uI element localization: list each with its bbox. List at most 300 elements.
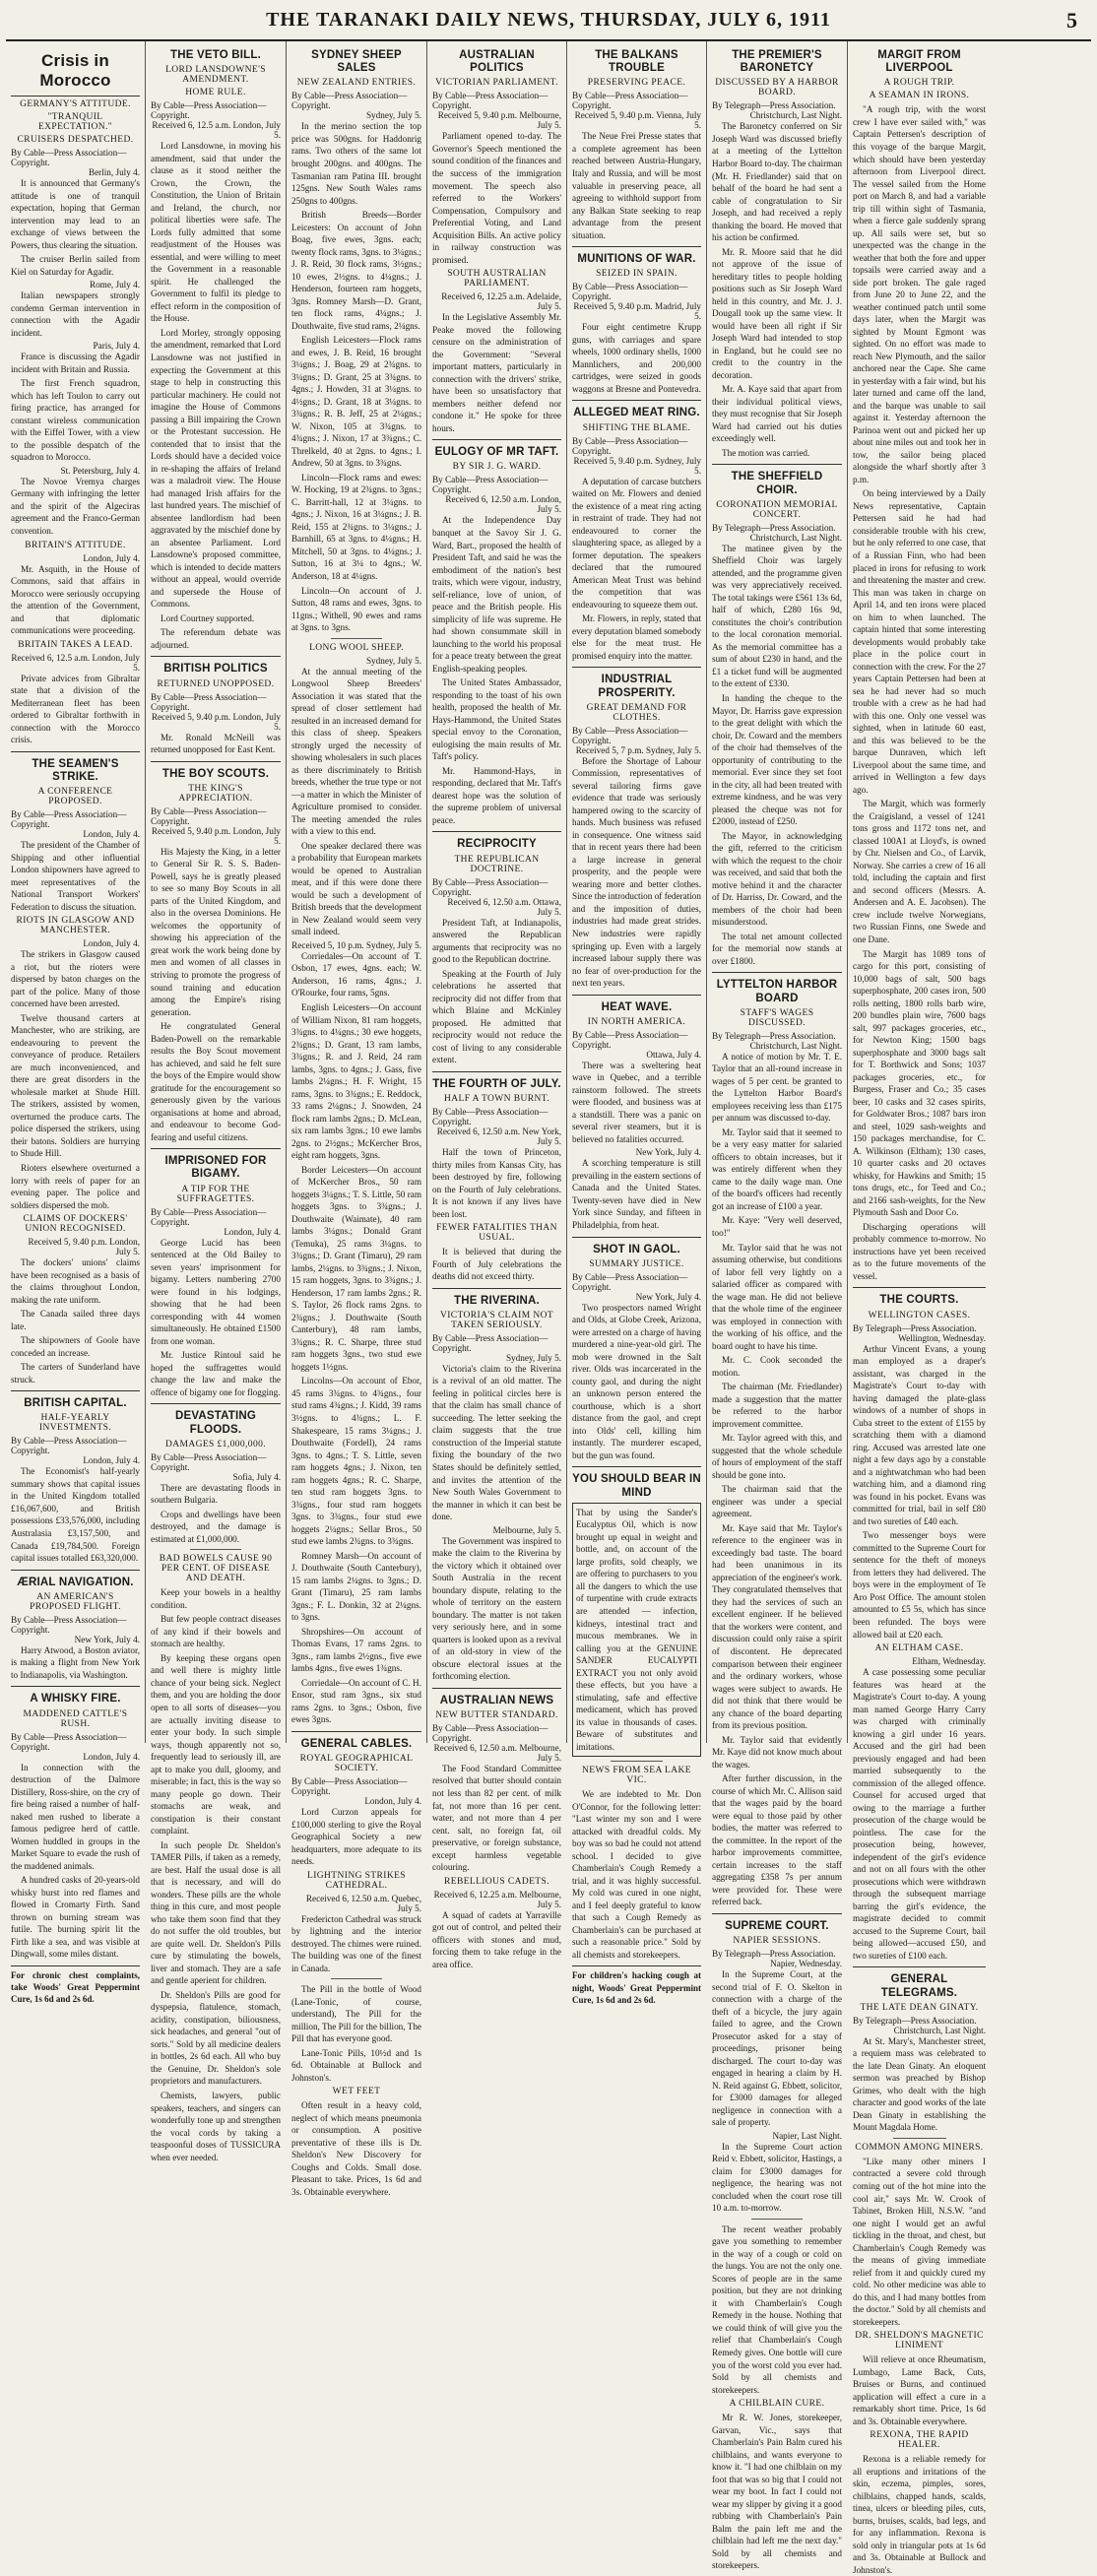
section-divider: [11, 751, 140, 752]
article-dateline: London, July 4.: [83, 1751, 140, 1762]
article-byline: By Cable—Press Association—Copyright.: [291, 91, 408, 111]
short-divider: [751, 2219, 804, 2220]
article-paragraph: Two messenger boys were committed to the Supreme Court for sentence for the theft of moneys from letters they had delivered. The boys were in the employment of Te Aro Post Office. The amount stolen amounted to £5 5s, which has since been refunded. The boys were allowed bail at £20 each.: [853, 1530, 986, 1640]
short-divider: [190, 1549, 242, 1550]
article-paragraph: George Lucid has been sentenced at the Old Bailey to seven years' imprisonment for bigamy. Letters numbering 2700 were found in his lodgings, showing that he had been corresponding with 44 women simultaneously. He obtained £1500 from one woman.: [151, 1237, 281, 1346]
advertisement-paragraph: For children's hacking cough at night, Woods' Great Peppermint Cure, 1s 6d and 2s 6d.: [572, 1970, 701, 2005]
article-byline: By Cable—Press Association—Copyright.: [432, 1107, 548, 1127]
article-paragraph: Mr. Asquith, in the House of Commons, said that affairs in Morocco were seriously occupying the attention of the Government, and that diplomatic communications were proceeding.: [11, 563, 140, 636]
article-paragraph: The strikers in Glasgow caused a riot, but the rioters were dispersed by baton charges on the part of the police. Many of those concerned have been arrested.: [11, 949, 140, 1009]
article-subheading: A TIP FOR THE SUFFRAGETTES.: [176, 1184, 255, 1204]
section-divider: [572, 667, 701, 668]
short-divider: [331, 1978, 383, 1979]
article-paragraph: A deputation of carcase butchers waited on Mr. Flowers and denied the existence of a meat ring acting in restraint of trade. They had not endeavoured to corner the slaughtering space, as alleged by a former deputation. The speakers declared that the rumoured American Meat Trust was behind the competition that was endeavouring to squeeze them out.: [572, 476, 701, 610]
article-paragraph: The total net amount collected for the memorial now stands at over £1800.: [712, 931, 842, 966]
article-paragraph: At St. Mary's, Manchester street, a requiem mass was celebrated to the late Dean Ginaty. An eloquent sermon was preached by Bishop Grimes, who dealt with the high character and good works of the late Dean Ginaty in establishing the Mount Magdala Home.: [853, 2035, 986, 2133]
article-paragraph: Mr R. W. Jones, storekeeper, Garvan, Vic., says that Chamberlain's Pain Balm cured his chilblains, and wants everyone to know it. "I had one chilblain on my foot that was so big that I could not wear my boot. In fact I could not wear my slipper by giving it a good rubbing with Chamberlain's Pain Balm the pain left me and the chilblain had left me the next day." Sold by all chemists and storekeepers.: [712, 2413, 842, 2571]
article-paragraph: Four eight centimetre Krupp guns, with carriages and spare wheels, 1000 ordinary shells, 1000 Mannlichers, and 200,000 cartridges, were seized in goods waggons at Bresne and Pontevedra.: [572, 322, 701, 394]
article-headline: AUSTRALIAN NEWS: [439, 1694, 554, 1707]
article-byline: By Cable—Press Association—Copyright.: [572, 1271, 688, 1292]
article-subheading: HALF A TOWN BURNT.: [444, 1094, 549, 1104]
article-paragraph: Two prospectors named Wright and Olds, at Globe Creek, Arizona, were arrested on a charge of having murdered a nine-year-old girl. The mob were drowned in the Salt river. Olds was incarcerated in the county gaol, and during the night an unknown person entered the courthouse, which is a short distance from the gaol, and crept into Olds' cell, killing him instantly. The murderer escaped, but the gun was found.: [572, 1302, 701, 1460]
article-subheading: CLAIMS OF DOCKERS' UNION RECOGNISED.: [23, 1214, 128, 1235]
article-subheading: HOME RULE.: [185, 88, 246, 98]
article-paragraph: Lord Curzon appeals for £100,000 sterling to give the Royal Geographical Society a new headquarters, more adequate to its needs.: [291, 1807, 421, 1867]
article-byline: By Cable—Press Association—Copyright.: [432, 1722, 548, 1743]
article-paragraph: Mr. Kaye said that Mr. Taylor's reference to the engineer was in exceedingly bad taste. The board had been unanimous in its appreciation of the engineer's work. They congratulated themselves that they had the services of such an excellent engineer. If he believed that the workers were content, and discussion could only raise a spirit of discontent. He deprecated comparison between their engineer and the ordinary workers, whose wages were subject to awards. He did not think that there would be any chance of the board departing from its previous position.: [712, 1522, 842, 1731]
section-headline: Crisis in Morocco: [39, 51, 111, 90]
article-headline: AUSTRALIAN POLITICS: [459, 49, 535, 75]
article-paragraph: The carters of Sunderland have struck.: [11, 1362, 140, 1385]
article-dateline: Sydney, July 5.: [365, 655, 421, 666]
article-paragraph: The Economist's half-yearly summary shows that capital issues in the United Kingdom totalled £16,067,600, and British possessions £33,576,000, including Australasia £3,157,500, and Canada £19,784,500. Foreign capital issues totalled £63,320,000.: [11, 1466, 140, 1564]
article-dateline: London, July 4.: [83, 1455, 140, 1466]
article-paragraph: Corriedales—On account of T. Osbon, 17 ewes, 4gns. each; W. Anderson, 16 rams, 4gns.; J. O'Rourke, four rams, 5gns.: [291, 950, 421, 998]
article-byline: By Telegraph—Press Association.: [712, 522, 836, 533]
article-subheading: LORD LANSDOWNE'S AMENDMENT.: [165, 65, 266, 86]
section-divider: [712, 1913, 842, 1914]
article-subheading: "TRANQUIL EXPECTATION.": [37, 112, 113, 133]
section-divider: [151, 1403, 281, 1404]
article-subheading: CORONATION MEMORIAL CONCERT.: [716, 499, 838, 520]
article-paragraph: The recent weather probably gave you something to remember in the way of a cough or cold on the lungs. You are not the only one. Scores of people are in the same position, but they are not drinking it with Chamberlain's Cough Remedy in the house. Nothing that we could think of will give you the relief that Chamberlain's Cough Remedy gives. One bottle will cure you of the worst cold you ever had. Sold by all chemists and storekeepers.: [712, 2223, 842, 2395]
article-subheading: NAPIER SESSIONS.: [733, 1936, 821, 1947]
article-dateline: Paris, July 4.: [93, 341, 140, 352]
article-dateline: Received 5, 9.40 p.m. Sydney, July 5.: [573, 455, 701, 476]
article-paragraph: The Baronetcy conferred on Sir Joseph Ward was discussed briefly at a meeting of the Lyttelton Harbor Board to-day. The chairman (Mr. H. Friedlander) said that on behalf of the board he had sent a cable of congratulation to Sir Joseph, and had received a reply thanking the board. He moved that his action be confirmed.: [712, 121, 842, 243]
section-divider: [572, 1466, 701, 1467]
article-paragraph: Mr. A. Kaye said that apart from their individual political views, they must recognise that Sir Joseph Ward had carried out his duties exceedingly well.: [712, 384, 842, 444]
section-divider: [11, 96, 140, 97]
article-subheading: A CHILBLAIN CURE.: [729, 2399, 825, 2410]
article-headline: IMPRISONED FOR BIGAMY.: [164, 1155, 267, 1181]
article-headline: THE SEAMEN'S STRIKE.: [32, 757, 119, 783]
article-paragraph: The Food Standard Committee resolved that butter should contain not less than 82 per cent. of milk fat, not more than 16 per cent. water, and not more than 4 per cent. salt, no foreign fat, oil preservative, or foreign substance, except harmless vegetable colouring.: [432, 1763, 561, 1873]
article-paragraph: A hundred casks of 20-years-old whisky burst into red flames and flowed in Cromarty Firth. Sand thrown on burning stream was futile. The burning spirit lit the Firth like a sea, and was visible at Dingwall, some miles distant.: [11, 1875, 140, 1960]
article-subheading: DR. SHELDON'S MAGNETIC LINIMENT: [855, 2331, 984, 2351]
column-3: [287, 41, 427, 2197]
article-subheading: RIOTS IN GLASGOW AND MANCHESTER.: [16, 916, 135, 936]
article-paragraph: Lord Morley, strongly opposing the amendment, remarked that Lord Lansdowne was not justified in expecting the Government at this stage to help in constructing this particular machinery. He could not imagine the House of Commons passing a Bill impairing the Crown or the Protestant succession. He contended that to insist that the Lords should have a decided voice in re-shaping the affairs of Ireland was a maladroit view. The House had managed Irish affairs for the last hundred years. The mischief of absentee landlordism had been aggravated by the mischief done by an absentee Parliament. Lord Lansdowne's proposed committee, which is intended to decide matters without an appeal, would override and supersede the House of Commons.: [151, 327, 281, 610]
article-headline: BRITISH POLITICS: [163, 663, 268, 676]
article-paragraph: Mr. R. Moore said that he did not approve of the issue of hereditary titles to people holding positions such as Sir Joseph Ward held in this country, and Mr. J. J. Dougall took up the same view. It would have been all right if Sir Joseph Ward had intended to stop in England, but he could see no credit to the country in the decoration.: [712, 246, 842, 380]
article-paragraph: In handing the cheque to the Mayor, Dr. Harriss gave expression to the great delight with which the choir, Dr. Coward and the members of the choir had themselves of the opportunity of contributing to the memorial. Ever since they set foot in the city, all had been treated with extreme kindness, and he was very pleased the cheque was not for £2000, instead of £250.: [712, 692, 842, 827]
article-paragraph: Corriedale—On account of C. H. Ensor, stud ram 3gns., six stud rams 2gns. to 3gns.; Osbon, five ewes 3gns.: [291, 1677, 421, 1725]
article-paragraph: English Leicesters—Flock rams and ewes, J. B. Reid, 16 brought 3¼gns.; J. Boag, 29 at 2¾gns. to 3¼gns.; D. Grant, 25 at 3¾gns. to 4gns.; J. Howden, 31 at 3¼gns. to 4½gns.; D. Grant, 18 at 3¼gns. to 3¾gns.; R. B. Jeff, 25 at 2¼gns.; W. Nixon, 105 at 3¾gns. to 4¾gns.; J. Nixon, 17 at 3¾gns.; C. Threlkeld, 40 at 2gns. to 4gns.; I. Andrew, 50 at 3gns. to 3¾gns.: [291, 335, 421, 469]
article-byline: By Telegraph—Press Association.: [853, 2015, 977, 2026]
article-subheading: SHIFTING THE BLAME.: [582, 422, 691, 433]
section-divider: [712, 464, 842, 465]
article-paragraph: There was a sweltering heat wave in Quebec, and a terrible rainstorm followed. The streets were flooded, and business was at a standstill. There was a panic on several river steamers, but it is believed no fatalities occurred.: [572, 1060, 701, 1144]
article-paragraph: The matinee given by the Sheffield Choir was largely attended, and the programme given was very appreciatively received. The total takings were £561 13s 6d, half of which, £280 16s 9d, constitutes the choir's contribution to the local coronation memorial. As the memorial committee has a sum of about £230 in hand, and the £1 a ticket fund will be augmented to the extent of £330.: [712, 543, 842, 689]
article-byline: By Cable—Press Association—Copyright.: [432, 475, 548, 495]
article-byline: By Cable—Press Association—Copyright.: [11, 1436, 127, 1456]
article-subheading: MADDENED CATTLE'S RUSH.: [23, 1708, 128, 1729]
article-paragraph: At the Independence Day banquet at the Savoy Sir J. G. Ward, Bart., proposed the health of President Taft, and said he was the embodiment of the nation's best traits, which were vigour, industry, self-reliance, love of union, of peace and the British people. His simplicity of life was supreme. He had shown consummate skill in launching to the world his proposal for a peace treaty between the great English-speaking peoples.: [432, 515, 561, 674]
masthead: [6, 0, 1091, 41]
article-paragraph: The Novoe Vremya charges Germany with infringing the letter and the spirit of the Algeciras agreement and the Franco-German convention.: [11, 476, 140, 536]
article-dateline: Eltham, Wednesday.: [912, 1656, 986, 1667]
article-paragraph: Mr. Taylor said that evidently Mr. Kaye did not know much about the wages.: [712, 1734, 842, 1770]
article-paragraph: A notice of motion by Mr. T. E. Taylor that an all-round increase in wages of 5 per cent. be granted to the Lyttelton Harbor Board's employees receiving less than £175 per annum was discussed to-day.: [712, 1051, 842, 1124]
article-dateline: Berlin, July 4.: [88, 167, 140, 178]
section-divider: [572, 995, 701, 996]
article-paragraph: The chairman said that the engineer was under a special agreement.: [712, 1484, 842, 1519]
section-divider: [853, 1966, 986, 1967]
article-paragraph: Mr. C. Cook seconded the motion.: [712, 1355, 842, 1378]
article-paragraph: Rexona is a reliable remedy for all eruptions and irritations of the skin, eczema, pimples, sores, chilblains, chapped hands, scalds, tinea, ulcers or bleeding piles, cuts, burns, bruises, scalds, bad legs, and for any inflammation. Rexona is sold only in triangular pots at 1s 6d and 3s. Obtainable at Bullock and Johnston's.: [853, 2454, 986, 2575]
article-paragraph: Private advices from Gibraltar state that a division of the Mediterranean fleet has been ordered to Gibraltar forthwith in connection with the Morocco crisis.: [11, 673, 140, 745]
article-paragraph: The motion was carried.: [722, 447, 810, 458]
section-divider: [11, 1390, 140, 1391]
article-dateline: London, July 4.: [83, 552, 140, 563]
article-paragraph: The Mayor, in acknowledging the gift, referred to the criticism with which the request to the choir was received, and said that both the motive behind it and the character of Dr. Harriss, Dr. Coward, and the members of the choir had been misunderstood.: [712, 830, 842, 928]
article-dateline: London, July 4.: [83, 829, 140, 840]
article-headline: THE COURTS.: [879, 1294, 959, 1307]
article-dateline: Melbourne, July 5.: [492, 1524, 561, 1535]
column-7: [848, 41, 991, 2575]
article-headline: INDUSTRIAL PROSPERITY.: [598, 674, 676, 699]
article-paragraph: The Pill in the bottle of Wood (Lane-Tonic, of course, understand), The Pill for the million, The Pill for the billion, The Pill that has everyone good.: [291, 1984, 421, 2044]
article-paragraph: In connection with the destruction of the Dalmore Distillery, Ross-shire, on the cry of fire being raised a number of half-naked men rushed to liberate a famous pedigree herd of cattle. Women huddled in groups in the Market Square to evade the rush of the maddened animals.: [11, 1762, 140, 1871]
article-subheading: A ROUGH TRIP.: [883, 78, 955, 89]
article-headline: ÆRIAL NAVIGATION.: [17, 1576, 134, 1588]
article-paragraph: The first French squadron, which has left Toulon to carry out firing practice, has arranged for constant wireless communication with the Eiffel Tower, with a view to the possible despatch of the squadron to Morocco.: [11, 378, 140, 463]
article-paragraph: The United States Ambassador, responding to the toast of his own health, proposed the health of Mr. Hays-Hammond, the United States special envoy to the Coronation, eulogising the main results of Mr. Taft's policy.: [432, 677, 561, 762]
article-paragraph: Crops and dwellings have been destroyed, and the damage is estimated at £1,000,000.: [151, 1509, 281, 1544]
article-paragraph: Harry Atwood, a Boston aviator, is making a flight from New York to Indianapolis, via Washington.: [11, 1644, 140, 1680]
section-divider: [291, 1731, 421, 1732]
article-subheading: REXONA, THE RAPID HEALER.: [870, 2430, 969, 2451]
article-paragraph: Parliament opened to-day. The Governor's Speech mentioned the sound condition of the finances and the success of the immigration movement. The speech also referred to the Workers' Compensation, Compulsory and Preferential Voting, and Land Acquisition Bills. An active policy in railway construction was promised.: [432, 131, 561, 265]
article-paragraph: Lincolns—On account of Ebor, 45 rams 3¾gns. to 4¾gns., four stud rams 4¾gns.; J. Kidd, 39 rams 3½gns. to 4¾gns.; L. F. Shakespeare, 15 rams 3¼gns.; J. Douthwaite (Fordell), 24 rams 3gns. to 4gns.; T. S. Little, seven ram hoggets 4gns.; J. Nixon, ten ram hoggets 4gns.; R. C. Sharpe, ten stud ram hoggets 3gns. to 3¾gns., four stud ram hoggets 3gns. to 3¾gns., four stud ewe hoggets 2¼gns.; Sellar Bros., 50 stud ewe lambs 2¾gns. to 3¾gns.: [291, 1376, 421, 1547]
article-subheading: IN NORTH AMERICA.: [587, 1016, 686, 1027]
article-byline: By Cable—Press Association—Copyright.: [151, 100, 267, 121]
article-subheading: VICTORIAN PARLIAMENT.: [435, 78, 558, 89]
article-subheading: BRITAIN TAKES A LEAD.: [18, 639, 133, 650]
column-4: [427, 41, 567, 1969]
masthead-title: THE TARANAKI DAILY NEWS, THURSDAY, JULY 6, 1911: [266, 8, 831, 31]
article-subheading: SOUTH AUSTRALIAN PARLIAMENT.: [447, 269, 547, 290]
section-divider: [572, 1965, 701, 1966]
section-divider: [151, 761, 281, 762]
article-paragraph: Lane-Tonic Pills, 10½d and 1s 6d. Obtainable at Bullock and Johnston's.: [291, 2047, 421, 2083]
article-dateline: Sydney, July 5.: [505, 1352, 561, 1363]
section-divider: [572, 400, 701, 401]
article-byline: By Cable—Press Association—Copyright.: [151, 1451, 267, 1472]
article-subheading: A SEAMAN IN IRONS.: [869, 91, 970, 101]
article-byline: By Cable—Press Association—Copyright.: [432, 1332, 548, 1353]
article-subheading: REBELLIOUS CADETS.: [444, 1876, 549, 1887]
article-byline: By Cable—Press Association—Copyright.: [151, 805, 267, 826]
article-headline: DEVASTATING FLOODS.: [174, 1410, 257, 1436]
article-headline: SYDNEY SHEEP SALES: [311, 49, 402, 75]
section-divider: [151, 1148, 281, 1149]
article-paragraph: Mr. Justice Rintoul said he hoped the suffragettes would change the law and make the offence of bigamy one for flogging.: [151, 1350, 281, 1397]
article-subheading: WET FEET: [332, 2087, 381, 2097]
page-number: 5: [1066, 8, 1077, 32]
article-dateline: Received 6, 12.50 a.m. London, July 5.: [445, 494, 561, 515]
article-dateline: Rome, July 4.: [89, 280, 140, 290]
article-subheading: PRESERVING PEACE.: [587, 78, 686, 89]
article-subheading: GREAT DEMAND FOR CLOTHES.: [586, 702, 687, 723]
article-byline: By Telegraph—Press Association.: [712, 100, 836, 111]
article-paragraph: British Breeds—Border Leicesters: On account of John Boag, five ewes, 3gns. each; twenty flock rams, 3gns. to 3¼gns.; J. R. Reid, 30 flock rams, 3½gns.; 10 ewes, 2½gns. to 4¼gns.; J. Henderson, fourteen ram hoggets, 3gns. Romney Marsh—D. Grant, ten flock rams, 4¼gns.; J. Douthwaite, five stud rams, 2¼gns.: [291, 210, 421, 331]
article-subheading: LONG WOOL SHEEP.: [309, 642, 404, 653]
short-divider: [331, 638, 383, 639]
article-dateline: Received 5, 9.40 p.m. Madrid, July 5.: [573, 301, 701, 322]
article-paragraph: The Neue Frei Presse states that a complete agreement has been reached between Austria-Hungary, Italy and Russia, and will be most valuable in preserving peace, all agreeing to withhold support from any Balkan State seeking to reap advantage from the present situation.: [572, 131, 701, 240]
article-byline: By Cable—Press Association—Copyright.: [572, 91, 688, 111]
article-subheading: GERMANY'S ATTITUDE.: [20, 99, 131, 110]
article-paragraph: A scorching temperature is still prevailing in the eastern sections of Canada and the United States. Twenty-seven have died in New York since Sunday, and fifteen in Philadelphia, from heat.: [572, 1158, 701, 1230]
article-byline: By Cable—Press Association—Copyright.: [572, 1029, 688, 1050]
article-byline: By Cable—Press Association—Copyright.: [572, 282, 688, 302]
article-paragraph: Lincoln—Flock rams and ewes: W. Hocking, 19 at 2¾gns. to 3gns.; C. Barritt-hall, 12 at 3¼gns. to 4gns.; J. Nixon, 16 at 3¼gns.; J. B. Reid, 155 at 2¾gns. to 3¼gns.; J. Barnhill, 65 at 3gns. to 4¼gns.; H. Mitchell, 50 at 3gns. to 4¼gns.; J. Sutton, 16 at 3¼ to 4gns.; W. Anderson, 18 at 4¼gns.: [291, 472, 421, 581]
article-dateline: Sofia, July 4.: [232, 1471, 281, 1482]
article-paragraph: Keep your bowels in a healthy condition.: [151, 1587, 281, 1610]
article-paragraph: Dr. Sheldon's Pills are good for dyspepsia, flatulence, stomach, acidity, constipation, biliousness, sick headaches, and general "out of sorts." Sold by all medicine dealers in bottles, 2s 6d each. All who buy the Genuine, Dr. Sheldon's sole proprietors and manufacturers.: [151, 1989, 281, 2087]
article-headline: RECIPROCITY: [457, 838, 537, 851]
article-headline: SHOT IN GAOL.: [593, 1243, 680, 1256]
article-headline: THE PREMIER'S BARONETCY: [732, 49, 822, 75]
article-paragraph: On being interviewed by a Daily News representative, Captain Pettersen said he had had considerable trouble with his crew, but he only referred to one case, that of a Russian Finn, who had been placed in irons for refusing to work and threatening the master and crew. This man was taken in charge on April 14, and ten irons were placed on him to when launched. The captain hinted that some interesting developments would probably take place in the police court in connection with the crew. For the 27 years Captain Pettersen had been at sea he had never had so much trouble with a crew as he had had with this one. Only one vessel was sighted, when in latitude 60 east, and this was believed to be the barque Dunraven, which left Liverpool about the same time, and arrived in Wellington a few days ago.: [853, 488, 986, 795]
article-byline: By Cable—Press Association—Copyright.: [151, 691, 267, 712]
article-dateline: New York, July 4.: [74, 1634, 140, 1644]
article-paragraph: We are indebted to Mr. Don O'Connor, for the following letter: "Last winter my son and I were attacked with dreadful colds. My boy was so bad he could not attend school. I decided to give Chamberlain's Cough Remedy a trial, and it was highly successful. My cold was cured in one night, and I feel deeply grateful to know that such a Cough Remedy as Chamberlain's can be purchased at such a reasonable price." Sold by all chemists and storekeepers.: [572, 1789, 701, 1960]
article-paragraph: Chemists, lawyers, public speakers, teachers, and singers can wonderfully tone up and strengthen the vocal cords by taking a teaspoonful doses of TUSSICURA when ever needed.: [151, 2090, 281, 2162]
article-paragraph: Fredericton Cathedral was struck by lightning and the interior destroyed. The chimes were ruined. The building was one of the finest in Canada.: [291, 1913, 421, 1973]
section-divider: [572, 246, 701, 247]
article-paragraph: After further discussion, in the course of which Mr. C. Allison said that the wages paid by the board were equal to those paid by other bodies, the matter was referred to the committee. In the report of the harbor improvements committee, certain increases to the staff aggregating £358 7s per annum were provided for. These were referred back.: [712, 1773, 842, 1907]
article-subheading: THE KING'S APPRECIATION.: [178, 783, 253, 804]
article-subheading: BRITAIN'S ATTITUDE.: [25, 540, 126, 550]
article-headline: THE RIVERINA.: [454, 1294, 540, 1307]
article-dateline: Received 5, 9.40 p.m. London, July 5.: [28, 1237, 140, 1257]
article-paragraph: The Margit has 1089 tons of cargo for this port, consisting of 10,000 bags of salt, 500 bags superphosphate, 200 cases iron, 500 rolls netting, 1800 rolls barb wire, 200 bundles plain wire, 7600 bags salt, 997 packages groceries, etc., for Newton King; 1500 bags superphosphate and 3000 bags salt for T. Borthwick and Sons; 1037 packages groceries, etc., for Burgess, Fraser and Co.; 35 cases beer, 10 casks and 32 cases spirits, for Goldwater Bros.; 1087 bars iron and steel, 1029 sash-weights and 150 packages merchandise, for C. A. Wilkinson (Eltham); 130 cases, 10 quarter casks and 20 octaves whisky, for Hawkins and Smith; 15 tons drugs, etc., for Teed and Co.; and 2166 sash-weights, for the New Plymouth Sash and Door Co.: [853, 948, 986, 1218]
article-subheading: NEWS FROM SEA LAKE VIC.: [582, 1766, 691, 1786]
section-divider: [853, 1287, 986, 1288]
section-divider: [432, 1688, 561, 1689]
column-6: [707, 41, 848, 2571]
article-dateline: Received 5, 9.40 p.m. Vienna, July 5.: [574, 110, 701, 131]
article-dateline: Received 6, 12.25 a.m. Adelaide, July 5.: [441, 291, 561, 312]
article-paragraph: Romney Marsh—On account of J. Douthwaite (South Canterbury), 15 ram lambs 2¼gns. to 3gns.; D. Grant (Timaru), 25 ram lambs 3gns.; F. L. Donkin, 32 at 2¼gns. to 3gns.: [291, 1550, 421, 1623]
article-paragraph: There are devastating floods in southern Bulgaria.: [151, 1482, 281, 1506]
article-subheading: A CONFERENCE PROPOSED.: [37, 787, 113, 807]
article-paragraph: Half the town of Princeton, thirty miles from Kansas City, has been destroyed by fire, following on the Fourth of July celebrations. It is not known if any lives have been lost.: [432, 1147, 561, 1219]
article-paragraph: In the Legislative Assembly Mr. Peake moved the following censure on the administration of the Government: "Several important matters, particularly in connection with the drivers' strike, have been so unsatisfactory that members neither defend nor condone it." He spoke for three hours.: [432, 312, 561, 433]
article-dateline: London, July 4.: [224, 1226, 281, 1237]
article-paragraph: Will relieve at once Rheumatism, Lumbago, Lame Back, Cuts, Bruises or Burns, and continued application will effect a cure in a remarkably short time. Price, 1s 6d and 3s. Obtainable everywhere.: [853, 2354, 986, 2426]
article-dateline: Ottawa, July 4.: [646, 1049, 701, 1060]
article-byline: By Cable—Press Association—Copyright.: [11, 1731, 127, 1752]
article-paragraph: "Like many other miners I contracted a severe cold through coming out of the hot mine into the cool air," says Mr. W. Crook of Tabinet, Broken Hill, N.S.W. "and one night I would get an awful tickling in the throat, and chest, but Chamberlain's Cough Remedy was the means of giving immediate relief from it and quickly cured my cold. No other medicine was able to do this, and I had many bottles from the doctor." Sold by all chemists and storekeepers.: [853, 2156, 986, 2327]
article-dateline: New York, July 4.: [635, 1147, 701, 1158]
article-dateline: London, July 4.: [364, 1796, 421, 1807]
article-dateline: Received 6, 12.5 a.m. London, July 5.: [152, 120, 281, 141]
article-dateline: Received 5, 7 p.m. Sydney, July 5.: [575, 744, 701, 755]
article-byline: By Cable—Press Association—Copyright.: [432, 876, 548, 897]
article-paragraph: Mr. Taylor said that it seemed to be a very easy matter for salaried officers to obtain increases, but it was entirely different when they came to the daily wage man. One of the board's officers had recently got an increase of £100 a year.: [712, 1127, 842, 1211]
article-byline: By Cable—Press Association—Copyright.: [572, 725, 688, 745]
article-paragraph: A squad of cadets at Yarraville got out of control, and pelted their officers with stones and mud, forcing them to take refuge in the area office.: [432, 1909, 561, 1969]
article-paragraph: The shipowners of Goole have conceded an increase.: [11, 1335, 140, 1358]
article-paragraph: Arthur Vincent Evans, a young man employed as a draper's assistant, was charged in the Magistrate's Court to-day with having damaged the plate-glass windows of a number of shops in Cuba street to the extent of £155 by scratching them with a diamond ring. Accused was arrested late one night a few days ago by a constable and a nightwatchman who had been watching him, and a diamond ring was found in his pocket. Evans was committed for trial, bail in self £80 and two sureties of £40 each.: [853, 1343, 986, 1526]
article-paragraph: Mr. Ronald McNeill was returned unopposed for East Kent.: [151, 732, 281, 755]
article-subheading: LIGHTNING STRIKES CATHEDRAL.: [307, 1870, 406, 1891]
article-paragraph: It is believed that during the Fourth of July celebrations the deaths did not exceed thirty.: [432, 1247, 561, 1282]
article-subheading: FEWER FATALITIES THAN USUAL.: [436, 1223, 557, 1244]
article-headline: THE BALKANS TROUBLE: [595, 49, 678, 75]
article-paragraph: The president of the Chamber of Shipping and other influential London shipowners have agreed to meet representatives of the National Transport Workers' Federation to discuss the situation.: [11, 840, 140, 912]
article-headline: MUNITIONS OF WAR.: [577, 253, 696, 266]
section-divider: [11, 1570, 140, 1571]
article-byline: By Cable—Press Association—Copyright.: [11, 1614, 127, 1635]
article-headline: ALLEGED MEAT RING.: [573, 407, 700, 419]
section-divider: [432, 831, 561, 832]
article-subheading: NEW ZEALAND ENTRIES.: [296, 78, 417, 89]
article-headline: SUPREME COURT.: [725, 1919, 829, 1932]
article-paragraph: Border Leicesters—On account of McKercher Bros., 50 ram hoggets 3¼gns.; T. S. Little, 50 ram hoggets 3gns. to 3¾gns.; J. Douthwaite (Waimate), 40 ram lambs 3¼gns.; Donald Grant (Temuka), 25 rams 3¼gns. to 3¾gns.; D. Grant (Timaru), 29 ram lambs, 2¼gns. to 3¾gns.; J. Nixon, 15 ram hoggets, 3gns. to 3¾gns.; J. Henderson, 17 ram lambs 2gns.; R. S. Taylor, 26 flock rams 2gns. to 2¾gns.; J. Douthwaite (South Canterbury), 48 ram lambs, 3¾gns.; R. C. Sharpe, three stud ram hoggets 3gns., two stud ewe hoggets 1½gns.: [291, 1164, 421, 1372]
article-paragraph: The Margit, which was formerly the Craigisland, a vessel of 1241 tons gross and 1172 tons net, and classed 100A1 at Lloyd's, is owned by Chr. Nielsen and Co., of Larvik, Norway. She carries a crew of 16 all told, including the captain and first and second officers (Messrs. A. Andersen and A. E. Jacobsen). The crew include twelve Norwegians, two Russian Finns, one Swede and one Dane.: [853, 799, 986, 944]
article-paragraph: Often result in a heavy cold, neglect of which means pneumonia or consumption. A positive preventative of these ills is Dr. Sheldon's New Discovery for Coughs and Colds. Small dose. Pleasant to take. Prices, 1s 6d and 3s. Obtainable everywhere.: [291, 2100, 421, 2197]
article-paragraph: A case possessing some peculiar features was heard at the Magistrate's Court to-day. A young man named George Harry Carry was charged with criminally knowing a girl under 16 years. Accused and the girl had been previously engaged and had been married subsequently to the commission of the alleged offence. Counsel for accused urged that owing to the marriage a further prosecution of the charge would be pointless. The case for the prosecution being, however, independent of the girl's evidence and not on all fours with the other prosecutions which were withdrawn through the subsequent marriage barring the girl's evidence, the magistrate decided to commit accused to the Supreme Court, bail being allowed—accused £50, and two sureties of £100 each.: [853, 1667, 986, 1961]
article-dateline: Christchurch, Last Night.: [893, 2025, 986, 2035]
article-paragraph: Speaking at the Fourth of July celebrations he asserted that reciprocity did not differ from that which Blaine and McKinley proposed. He admitted that reciprocity would not reduce the cost of living to any considerable extent.: [432, 968, 561, 1065]
article-headline: THE SHEFFIELD CHOIR.: [731, 471, 823, 496]
column-1: [6, 41, 146, 2005]
article-paragraph: The dockers' unions' claims have been recognised as a basis of the claims throughout London, making the rate uniform.: [11, 1257, 140, 1305]
article-byline: By Telegraph—Press Association.: [853, 1322, 977, 1333]
article-paragraph: Italian newspapers strongly condemn German intervention in connection with the Agadir incident.: [11, 290, 140, 338]
advertisement-paragraph: That by using the Sander's Eucalyptus Oil, which is now brought up equal in weight and bottle, and, on account of the large profits, sold cheaply, we are offering to purchasers to you all the dangers to which the use of turpentine with crude extracts are attended — infection, kidneys, intestinal tract and mucous membranes. We in calling you at the GENUINE SANDER EUCALYPTI EXTRACT you not only avoid these effects, but you have a stimulating, safe and effective medicament, which has proved its value in thousands of cases. Beware of substitutes and imitations.: [572, 1503, 701, 1757]
article-paragraph: Mr. Taylor agreed with this, and suggested that the whole schedule of hours of employment of the staff should be gone into.: [712, 1433, 842, 1480]
article-paragraph: Lincoln—On account of J. Sutton, 48 rams and ewes, 3gns. to 11gns.; Withell, 90 ewes and rams at 3gns. to 3gns.: [291, 585, 421, 633]
article-subheading: HALF-YEARLY INVESTMENTS.: [38, 1413, 112, 1434]
article-paragraph: The Canada sailed three days late.: [11, 1309, 140, 1331]
article-subheading: BAD BOWELS CAUSE 90 PER CENT. OF DISEASE AND DEATH.: [159, 1554, 273, 1584]
article-paragraph: At the annual meeting of the Longwool Sheep Breeders' Association it was stated that the spread of closer settlement had resulted in an increased demand for this class of sheep. Speakers strongly urged the necessity of showing wholesalers in such places as there discriminately to British breeds, whether the true type or not—a matter in which the Minister of Agriculture promised to consider. The meeting amended the rules with a view to this end.: [291, 666, 421, 837]
article-paragraph: In the Supreme Court action Reid v. Ebbett, solicitor, Hastings, a claim for £3000 damages for negligence, the hearing was not concluded when the court rose till 10 a.m. to-morrow.: [712, 2141, 842, 2214]
article-headline: LYTTELTON HARBOR BOARD: [716, 979, 838, 1004]
article-headline: MARGIT FROM LIVERPOOL: [877, 49, 961, 75]
article-dateline: London, July 4.: [83, 938, 140, 949]
article-headline: GENERAL CABLES.: [300, 1737, 413, 1750]
short-divider: [611, 1761, 662, 1762]
article-dateline: St. Petersburg, July 4.: [60, 465, 140, 476]
article-subheading: THE REPUBLICAN DOCTRINE.: [454, 854, 540, 874]
article-headline: GENERAL TELEGRAMS.: [880, 1973, 958, 1999]
article-paragraph: English Leicesters—On account of William Nixon, 81 ram hoggets, 3¾gns. to 4¼gns.; 30 ewe hoggets, 2¾gns.; D. Grant, 13 ram lambs, 3¾gns.; R. and J. Reid, 24 ram lambs, 3gns. to 4gns.; J. Gass, five lambs 2¼gns.; H. F. Wright, 15 rams, 3gns. to 3¾gns.; E. Reddock, 33 rams 2¼gns.; J. Snowden, 24 flock ram lambs 2gns.; D. McLean, six ram lambs 3gns.; 10 ewe lambs 2gns. to 2½gns.; McKercher Bros, eight ram hoggets, 3gns.: [291, 1001, 421, 1161]
article-dateline: Received 6, 12.50 a.m. Quebec, July 5.: [305, 1893, 421, 1913]
article-subheading: DAMAGES £1,000,000.: [164, 1439, 267, 1449]
article-paragraph: The chairman (Mr. Friedlander) made a suggestion that the matter be referred to the harbor improvement committee.: [712, 1382, 842, 1429]
advertisement-paragraph: For chronic chest complaints, take Woods' Great Peppermint Cure, 1s 6d and 2s 6d.: [11, 1969, 140, 2005]
article-dateline: Napier, Wednesday.: [770, 1959, 842, 1969]
short-divider: [893, 2138, 946, 2139]
article-subheading: VICTORIA'S CLAIM NOT TAKEN SERIOUSLY.: [439, 1310, 554, 1330]
article-headline: A WHISKY FIRE.: [30, 1693, 121, 1706]
article-dateline: Received 6, 12.50 a.m. Ottawa, July 5.: [447, 896, 561, 917]
article-byline: By Telegraph—Press Association.: [712, 1030, 836, 1041]
article-paragraph: The cruiser Berlin sailed from Kiel on Saturday for Agadir.: [11, 254, 140, 277]
article-subheading: DISCUSSED BY A HARBOR BOARD.: [715, 78, 839, 98]
section-divider: [712, 972, 842, 973]
article-byline: By Cable—Press Association—Copyright.: [291, 1776, 408, 1797]
section-divider: [11, 1686, 140, 1687]
article-subheading: RETURNED UNOPPOSED.: [157, 678, 275, 689]
article-paragraph: Shropshires—On account of Thomas Evans, 17 rams 2gns. to 3gns., ram lambs 2½gns., five ewe lambs 4gns., five ewes 1¾gns.: [291, 1626, 421, 1674]
article-headline: THE FOURTH OF JULY.: [432, 1077, 561, 1090]
section-divider: [572, 1237, 701, 1238]
article-dateline: Received 5, 9.40 p.m. London, July 5.: [151, 825, 281, 846]
article-headline: BRITISH CAPITAL.: [24, 1397, 127, 1410]
article-dateline: Napier, Last Night.: [772, 2130, 842, 2141]
article-dateline: Wellington, Wednesday.: [898, 1332, 986, 1343]
article-dateline: Received 5, 10 p.m. Sydney, July 5.: [291, 939, 421, 950]
article-subheading: NEW BUTTER STANDARD.: [435, 1709, 558, 1720]
article-paragraph: President Taft, at Indianapolis, answered the Republican arguments that reciprocity was no good to the Republican doctrine.: [432, 917, 561, 965]
article-paragraph: Lord Courtney supported.: [161, 612, 255, 623]
article-byline: By Cable—Press Association—Copyright.: [572, 435, 688, 456]
article-byline: By Cable—Press Association—Copyright.: [151, 1206, 267, 1227]
article-dateline: New York, July 4.: [635, 1291, 701, 1302]
article-paragraph: Discharging operations will probably commence to-morrow. No instructions have yet been received as to the future movements of the vessel.: [853, 1221, 986, 1281]
article-dateline: Received 5, 9.40 p.m. London, July 5.: [151, 711, 281, 732]
article-subheading: SEIZED IN SPAIN.: [596, 269, 678, 280]
article-dateline: Christchurch, Last Night.: [749, 110, 842, 121]
article-paragraph: Lord Lansdowne, in moving his amendment, said that under the clause as it stood neither the Crown, the Crown, the Constitution, the Union of Britain and Ireland, the church, nor political liberties were safe. The Lords fully admitted that some readjustment of the Houses was essential, and were willing to meet the Government in a reasonable spirit. He challenged the Government to fulfil its pledge to effect reform in the composition of the House.: [151, 141, 281, 324]
article-paragraph: His Majesty the King, in a letter to General Sir R. S. S. Baden-Powell, says he is greatly pleased to see so many Boy Scouts in all parts of the United Kingdom, and also in the oversea Dominions. He welcomes the opportunity of showing his appreciation of the great work the work being done by men and women of all classes in striving to promote the progress of sound training and education among the Empire's rising generation.: [151, 846, 281, 1017]
article-byline: By Cable—Press Association—Copyright.: [432, 91, 548, 111]
section-divider: [151, 656, 281, 657]
article-subheading: SUMMARY JUSTICE.: [589, 1258, 684, 1269]
article-subheading: STAFF'S WAGES DISCUSSED.: [740, 1007, 814, 1028]
article-paragraph: Mr. Flowers, in reply, stated that every deputation blamed somebody else for the meat trust. He promised enquiry into the matter.: [572, 613, 701, 661]
section-divider: [432, 1071, 561, 1072]
article-paragraph: Rioters elsewhere overturned a lorry with reels of paper for an evening paper. The police and soldiers dispersed the mob.: [11, 1162, 140, 1210]
article-paragraph: In such people Dr. Sheldon's TAMER Pills, if taken as a remedy, are best. Half the usual dose is all that is necessary, and will do wonders. These pills are the whole thing in this cure, and most people who take them soon find that they do not suffer the old troubles, but are quite well. Dr. Sheldon's Pills cure by stimulating the bowels, liver and stomach. They are a safe and gentle aperient for children.: [151, 1839, 281, 1986]
columns-container: [6, 41, 1091, 2575]
article-dateline: Received 5, 9.40 p.m. Melbourne, July 5.: [437, 110, 561, 131]
article-paragraph: France is discussing the Agadir incident with Britain and Russia.: [11, 352, 140, 374]
article-paragraph: In the merino section the top price was 500gns. for Haddonrig rams. Two others of the same lot brought 200gns. and 400gns. The Tasmanian ram Patina III. brought 125gns. New South Wales rams 250gns to 400gns.: [291, 121, 421, 206]
article-subheading: WELLINGTON CASES.: [868, 1310, 971, 1320]
article-paragraph: By keeping these organs open and well there is mighty little chance of your being sick. Neglect them, and you are holding the door open to all sorts of diseases—you are actually inviting disease to enter your body. In such simple ways, though apparently not so, frequently lead to seriously ill, are apt to make you dull, gloomy, and miserable; in fact, this is the way so many people go down. Their stomachs are weak, and constipation is their constant complaint.: [151, 1652, 281, 1836]
article-dateline: Sydney, July 5.: [365, 110, 421, 121]
article-paragraph: It is announced that Germany's attitude is one of tranquil expectation, hoping that German intervention may lead to an exchange of views between the Powers, thus clearing the situation.: [11, 178, 140, 250]
article-subheading: THE LATE DEAN GINATY.: [860, 2002, 979, 2013]
article-subheading: AN ELTHAM CASE.: [874, 1643, 964, 1654]
column-2: [146, 41, 287, 2162]
article-subheading: BY SIR J. G. WARD.: [452, 462, 542, 473]
section-divider: [432, 1288, 561, 1289]
article-subheading: AN AMERICAN'S PROPOSED FLIGHT.: [30, 1591, 121, 1612]
article-paragraph: Mr. Taylor said that he was not assuming otherwise, but conditions of labor fell very lightly on a salaried officer as compared with the wage man. He did not believe that the whole time of the engineer was employed in connection with the working of his office, and the board ought to have his time.: [712, 1242, 842, 1351]
article-paragraph: Twelve thousand carters at Manchester, who are striking, are endeavouring to prevent the conveyance of produce. Retailers are much inconvenienced, and there are great disorders in the wholesale market at Shude Hill. The strikers, assisted by women, overturned the produce carts. The police dispersed the strikers, using their batons. Soldiers are hurrying to Shude Hill.: [11, 1012, 140, 1159]
article-paragraph: One speaker declared there was a probability that European markets would be opened to Australian meat, and if this were done there would be such a development of British breeds that the development in New Zealand would seem very small indeed.: [291, 840, 421, 937]
article-byline: By Cable—Press Association—Copyright.: [11, 148, 127, 168]
article-dateline: Christchurch, Last Night.: [749, 532, 842, 543]
article-paragraph: "A rough trip, with the worst crew I have ever sailed with," was Captain Pettersen's description of this voyage of the barque Margit, which should have been yesterday afternoon from Liverpool direct. The vessel sailed from the Home port on March 8, and had a variable trip till within sight of Tasmania, when a fierce gale suddenly sprang up. All sails were set, but so unexpected was the change in the weather that both the fore and upper topsails were carried away and a side port broken. The gale raged from June 20 to June 22, and the weather continued patch until some days later, when the Margit was sighted by Mount Egmont was sighted. On no effort was made to reach New Plymouth, and the sailor anchored near the Cape. She came in yesterday with a fair wind, but his later turned and came off the land, and the barque was unable to sail against it. Yesterday afternoon the Parinoa went out and picked her up about nine miles out and took her in tow, the sailor being placed alongside the wharf shortly after 3 p.m.: [853, 104, 986, 484]
article-headline: HEAT WAVE.: [601, 1000, 673, 1013]
article-subheading: COMMON AMONG MINERS.: [855, 2142, 984, 2153]
section-divider: [432, 439, 561, 440]
article-headline: THE BOY SCOUTS.: [161, 767, 270, 780]
article-paragraph: In the Supreme Court, at the second trial of F. O. Skelton in connection with a charge of the theft of a bicycle, the jury again failed to agree, and the Crown Prosecutor asked for a stay of proceedings, prisoner being discharged. The court to-day was engaged in hearing a claim by H. N. Reid against G. Ebbett, solicitor, for £3000 damages for alleged negligence in connection with a sale of property.: [712, 1969, 842, 2128]
column-5: [567, 41, 707, 2005]
